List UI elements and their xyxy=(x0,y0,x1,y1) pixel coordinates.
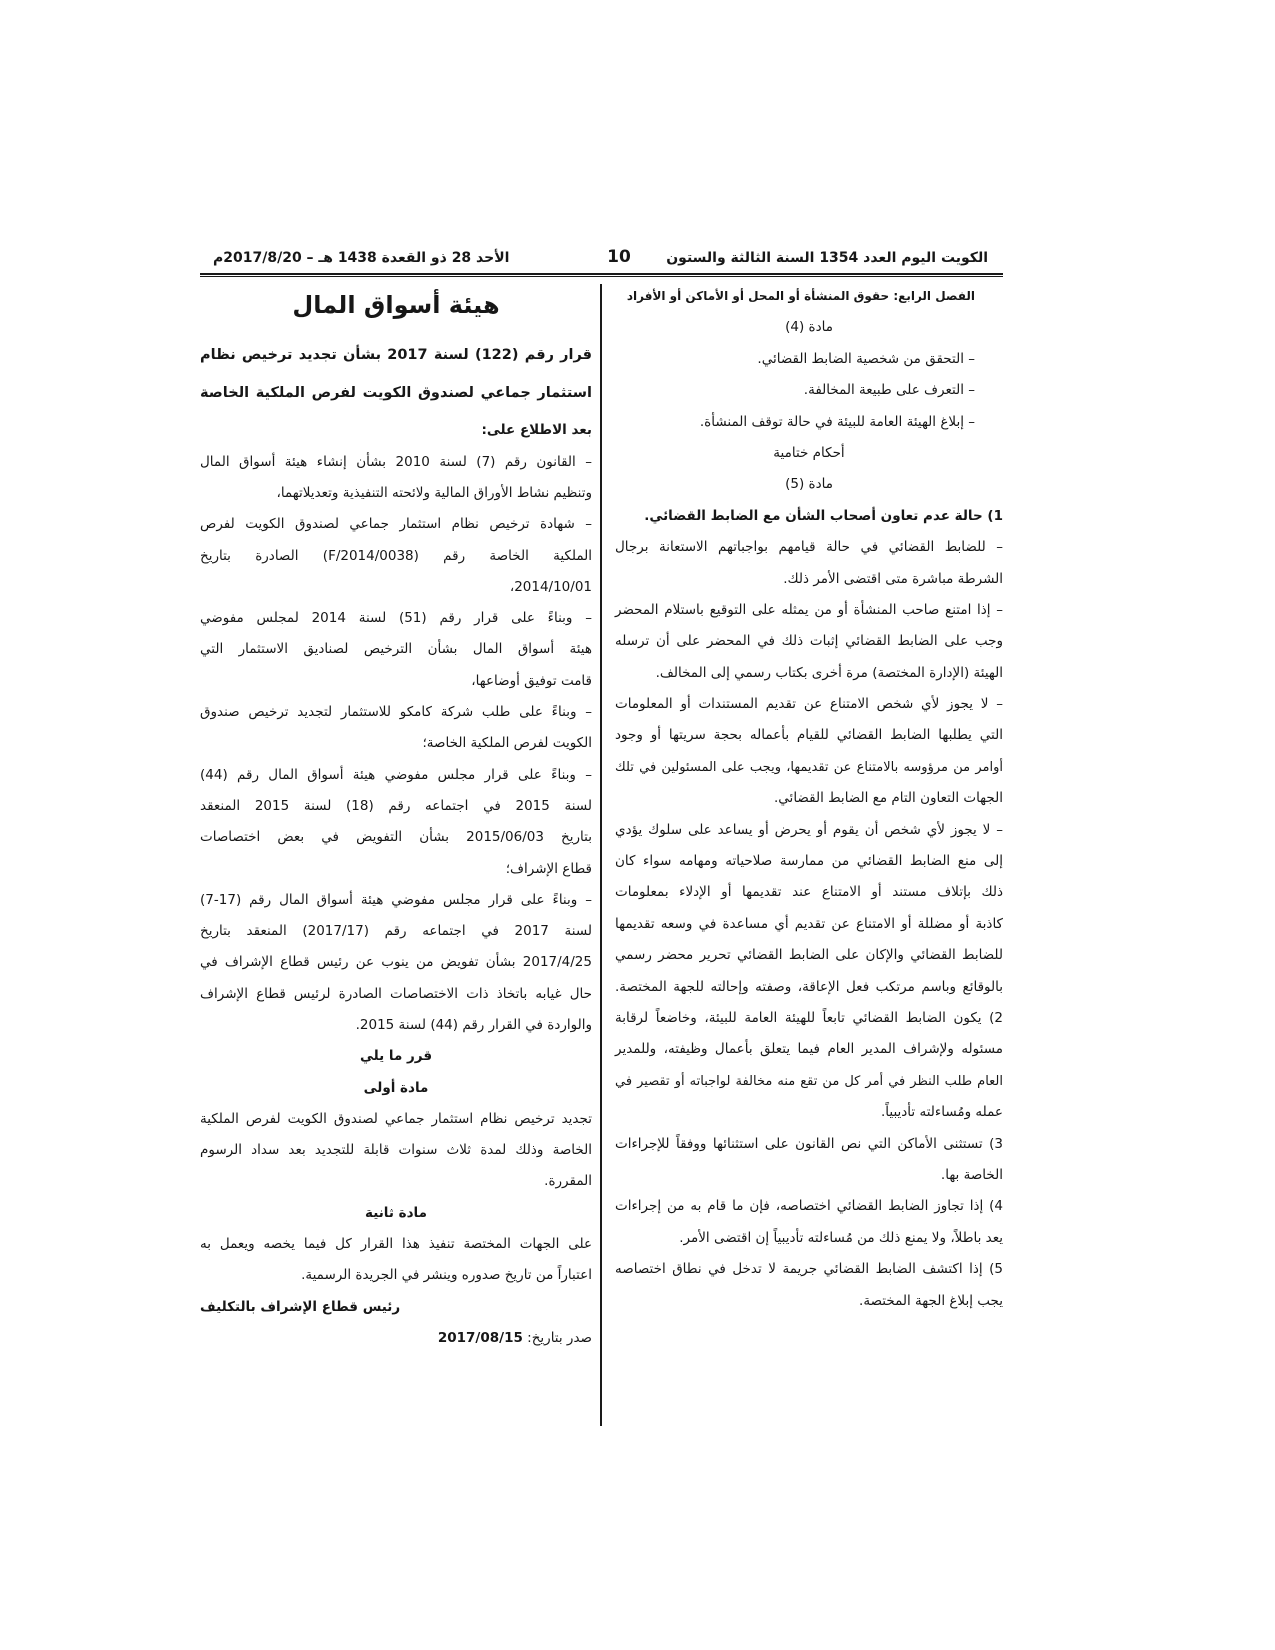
body-text-line: للضابط القضائي والإكان على الضابط القضائي تحرير محضر رسمي xyxy=(615,947,1003,964)
body-text-line: الجهات التعاون التام مع الضابط القضائي. xyxy=(774,790,1003,807)
body-text-line: 2017/4/25 بشأن تفويض من ينوب عن رئيس قطاع الإشراف في xyxy=(200,954,592,971)
body-text-line: لسنة 2015 في اجتماعه رقم (18) لسنة 2015 المنعقد xyxy=(200,797,592,814)
body-text-line: الكويت لفرص الملكية الخاصة؛ xyxy=(422,735,592,752)
body-text-line: وتنظيم نشاط الأوراق المالية ولائحته التنفيذية وتعديلاتهما، xyxy=(276,484,592,501)
list-item: – إبلاغ الهيئة العامة للبيئة في حالة توقف المنشأة. xyxy=(699,413,975,430)
body-text-line: بالوقائع وباسم مرتكب فعل الإعاقة، وصفته وإحالته للجهة المختصة. xyxy=(615,978,1003,995)
article-heading: مادة ثانية xyxy=(365,1204,427,1221)
body-text-line: ذلك بإتلاف مستند أو الامتناع عند تقديمها أو الإدلاء بمعلومات xyxy=(615,884,1003,901)
body-text-line: بتاريخ 2015/06/03 بشأن التفويض في بعض اختصاصات xyxy=(200,829,592,846)
left-column xyxy=(200,415,592,1354)
issue-date-line xyxy=(200,1323,592,1354)
issued-label: صدر بتاريخ: xyxy=(527,1329,592,1346)
clause-title: 1) حالة عدم تعاون أصحاب الشأن مع الضابط القضائي. xyxy=(644,507,1003,524)
body-text-line: يعد باطلاً، ولا يمنع ذلك من مُساءلته تأديبياً إن اقتضى الأمر. xyxy=(679,1229,1003,1246)
authority-title: هيئة أسواق المال xyxy=(292,291,500,319)
article-heading: مادة (5) xyxy=(785,476,833,493)
section-heading: أحكام ختامية xyxy=(773,444,845,461)
body-text-line: – للضابط القضائي في حالة قيامهم بواجباتهم الاستعانة برجال xyxy=(615,539,1003,556)
body-text-line: يجب إبلاغ الجهة المختصة. xyxy=(859,1292,1003,1309)
article-heading: مادة أولى xyxy=(363,1079,429,1096)
body-text-line: 4) إذا تجاوز الضابط القضائي اختصاصه، فإن ما قام به من إجراءات xyxy=(615,1198,1003,1215)
body-text-line: مسئوله ولإشراف المدير العام فيما يتعلق بأعمال وظيفته، وللمدير xyxy=(615,1041,1003,1058)
right-column xyxy=(615,281,1003,1317)
signatory: رئيس قطاع الإشراف بالتكليف xyxy=(200,1298,401,1315)
decision-title-line: استثمار جماعي لصندوق الكويت لفرص الملكية الخاصة xyxy=(200,385,592,401)
body-text-line: – وبناءً على قرار مجلس مفوضي هيئة أسواق المال رقم (17-7) xyxy=(200,891,592,908)
preamble-heading: بعد الاطلاع على: xyxy=(481,422,592,439)
body-text-line: الملكية الخاصة رقم (F/2014/0038) الصادرة بتاريخ xyxy=(200,547,592,564)
body-text-line: – وبناءً على طلب شركة كامكو للاستثمار لتجديد ترخيص صندوق xyxy=(200,704,592,721)
body-text-line: – إذا امتنع صاحب المنشأة أو من يمثله على التوقيع باستلام المحضر xyxy=(615,601,1003,618)
body-text-line: أوامر من مرؤوسه بالامتناع عن تقديمها، ويجب على المسئولين في تلك xyxy=(615,759,1003,775)
body-text-line: الخاصة بها. xyxy=(940,1166,1003,1183)
body-text-line: الشرطة مباشرة متى اقتضى الأمر ذلك. xyxy=(783,570,1003,587)
body-text-line: وجب على الضابط القضائي إثبات ذلك في المحضر على أن ترسله xyxy=(615,633,1003,650)
body-text-line: تجديد ترخيص نظام استثمار جماعي لصندوق الكويت لفرص الملكية xyxy=(200,1110,592,1127)
body-text-line: – شهادة ترخيص نظام استثمار جماعي لصندوق الكويت لفرص xyxy=(200,516,592,533)
body-text-line: المقررة. xyxy=(544,1173,592,1190)
publication-header: الكويت اليوم العدد 1354 السنة الثالثة والستون xyxy=(666,250,988,266)
body-text-line: 3) تستثنى الأماكن التي نص القانون على استثنائها ووفقاً للإجراءات xyxy=(615,1135,1003,1152)
body-text-line: حال غيابه باتخاذ ذات الاختصاصات الصادرة لرئيس قطاع الإشراف xyxy=(200,985,592,1002)
body-text-line: – وبناءً على قرار رقم (51) لسنة 2014 لمجلس مفوضي xyxy=(200,610,592,627)
body-text-line: الخاصة وذلك لمدة ثلاث سنوات قابلة للتجديد بعد سداد الرسوم xyxy=(200,1142,592,1159)
body-text-line: – القانون رقم (7) لسنة 2010 بشأن إنشاء هيئة أسواق المال xyxy=(200,453,592,470)
body-text-line: على الجهات المختصة تنفيذ هذا القرار كل فيما يخصه ويعمل به xyxy=(200,1236,592,1253)
body-text-line: هيئة أسواق المال بشأن الترخيص لصناديق الاستثمار التي xyxy=(200,641,592,658)
chapter-title: الفصل الرابع: حقوق المنشأة أو المحل أو الأماكن أو الأفراد xyxy=(626,289,975,303)
page-number: 10 xyxy=(607,247,631,267)
header-date: الأحد 28 ذو القعدة 1438 هـ – 2017/8/20م xyxy=(213,250,510,266)
body-text-line: عمله ومُساءلته تأديبياً. xyxy=(880,1104,1003,1121)
body-text-line: قطاع الإشراف؛ xyxy=(505,860,592,877)
column-divider xyxy=(600,284,602,1426)
body-text-line: كاذبة أو مضللة أو الامتناع عن تقديم أي مساعدة في وسعه تقديمها xyxy=(615,915,1003,932)
body-text-line: العام طلب النظر في أمر كل من تقع منه مخالفة لواجباته أو تقصير في xyxy=(615,1073,1003,1089)
decision-title-line: قرار رقم (122) لسنة 2017 بشأن تجديد ترخيص نظام xyxy=(200,347,592,363)
issued-date: 2017/08/15 xyxy=(437,1329,523,1346)
body-text-line: – لا يجوز لأي شخص أن يقوم أو يحرض أو يساعد على سلوك يؤدي xyxy=(615,821,1003,838)
body-text-line: التي يطلبها الضابط القضائي للقيام بأعماله بحجة سريتها أو وجود xyxy=(615,727,1003,744)
body-text-line: قامت توفيق أوضاعها، xyxy=(471,672,592,689)
list-item: – التحقق من شخصية الضابط القضائي. xyxy=(757,350,975,367)
body-text-line: لسنة 2017 في اجتماعه رقم (2017/17) المنعقد بتاريخ xyxy=(200,923,592,940)
body-text-line: إلى منع الضابط القضائي من ممارسة صلاحياته ومهامه سواء كان xyxy=(615,853,1003,870)
resolution-heading: قرر ما يلي xyxy=(359,1048,433,1065)
body-text-line: اعتباراً من تاريخ صدوره وينشر في الجريدة الرسمية. xyxy=(301,1267,592,1284)
list-item: – التعرف على طبيعة المخالفة. xyxy=(803,382,975,399)
body-text-line: والواردة في القرار رقم (44) لسنة 2015. xyxy=(355,1016,592,1033)
body-text-line: الهيئة (الإدارة المختصة) مرة أخرى بكتاب رسمي إلى المخالف. xyxy=(655,664,1003,681)
body-text-line: 2) يكون الضابط القضائي تابعاً للهيئة العامة للبيئة، وخاضعاً لرقابة xyxy=(615,1009,1003,1026)
body-text-line: 2014/10/01، xyxy=(509,578,592,595)
body-text-line: 5) إذا اكتشف الضابط القضائي جريمة لا تدخل في نطاق اختصاصه xyxy=(615,1261,1003,1278)
body-text-line: – لا يجوز لأي شخص الامتناع عن تقديم المستندات أو المعلومات xyxy=(615,696,1003,713)
body-text-line: – وبناءً على قرار مجلس مفوضي هيئة أسواق المال رقم (44) xyxy=(200,766,592,783)
header-rule xyxy=(200,273,1003,277)
article-heading: مادة (4) xyxy=(785,319,833,336)
